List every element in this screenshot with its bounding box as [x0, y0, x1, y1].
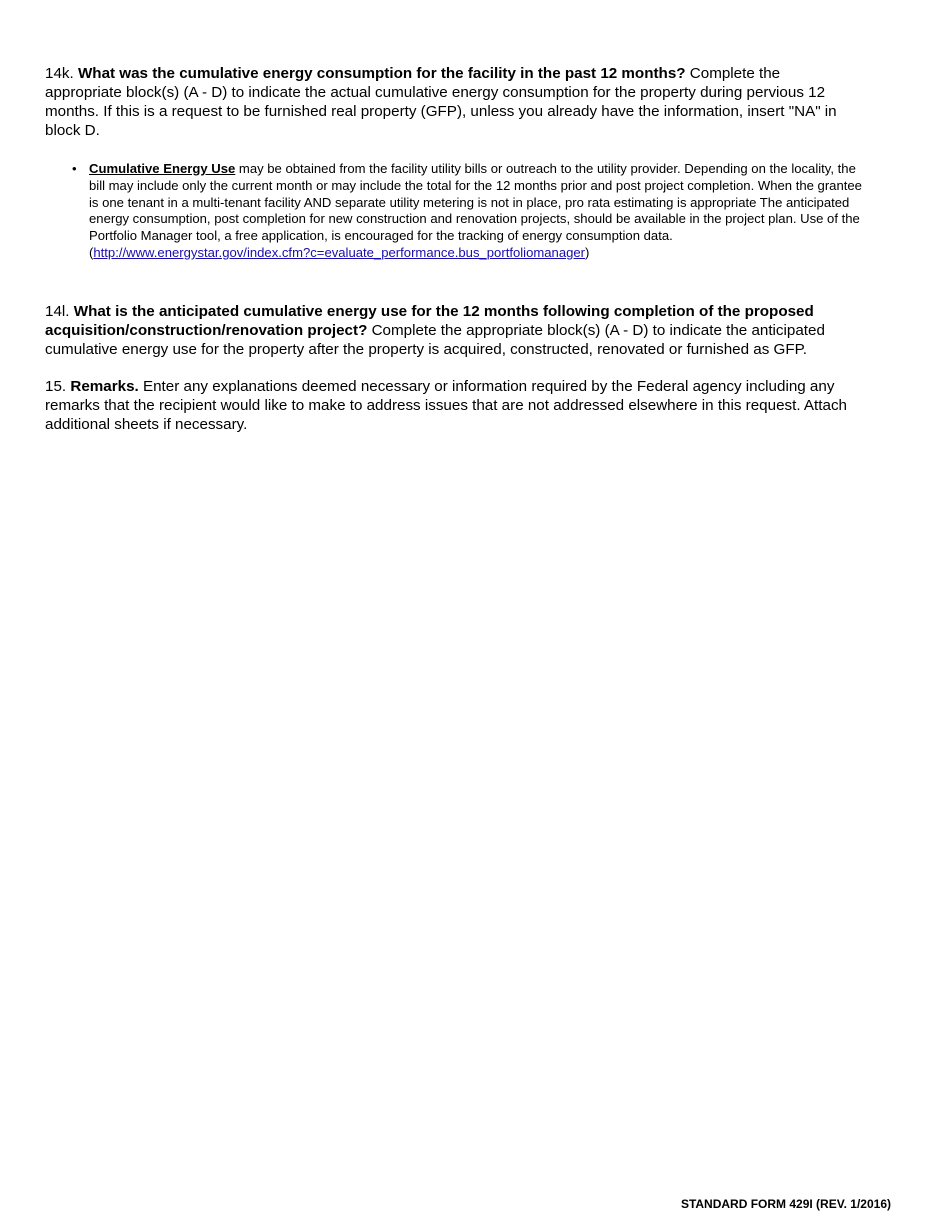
section-14k-number: 14k.: [45, 65, 74, 82]
link-open-paren: (: [89, 244, 94, 260]
bullet-description: may be obtained from the facility utility bills or outreach to the utility provider. Depending on the locality, the bill may include only the current month or may include the total for the 12 months prior and post project completion. When the grantee is one tenant in a multi-tenant facility AND separate utility metering is not in place, pro rata estimating is appropriate The anticipated energy consumption, post completion for new construction and renovation projects, should be available in the project plan. Use of the Portfolio Manager tool, a free application, is encouraged for the tracking of energy consumption data.: [89, 161, 862, 244]
section-14l-number: 14l.: [45, 303, 70, 320]
section-14k-body: Complete the appropriate block(s) (A - D) to indicate the actual cumulative energy consumption for the property during pervious 12 months. If this is a request to be furnished real property (GFP), unless you already have the information, insert "NA" in block D.: [45, 65, 837, 139]
portfolio-manager-link[interactable]: http://www.energystar.gov/index.cfm?c=evaluate_performance.bus_portfoliomanager: [93, 244, 586, 260]
section-14l-body: Complete the appropriate block(s) (A - D) to indicate the anticipated cumulative energy use for the property after the property is acquired, constructed, renovated or furnished as GFP.: [45, 322, 825, 358]
section-15-title: Remarks.: [70, 378, 139, 395]
bullet-text: [89, 161, 872, 262]
bullet-term: Cumulative Energy Use: [89, 161, 236, 176]
section-14k: [45, 64, 860, 140]
section-15: [45, 377, 860, 434]
form-footer-label: STANDARD FORM 429I (REV. 1/2016): [680, 1197, 891, 1211]
section-14l-question: What is the anticipated cumulative energy use for the 12 months following completion of the proposed acquisition/construction/renovation project?: [45, 303, 814, 339]
section-15-body: Enter any explanations deemed necessary or information required by the Federal agency including any remarks that the recipient would like to make to address issues that are not addressed elsewhere in this request. Attach additional sheets if necessary.: [45, 378, 847, 433]
section-14k-question: What was the cumulative energy consumption for the facility in the past 12 months?: [77, 65, 686, 82]
bullet-icon: •: [72, 161, 77, 176]
section-15-number: 15.: [45, 378, 67, 395]
link-close-paren: ): [585, 244, 590, 260]
cumulative-energy-bullet: [72, 161, 872, 262]
section-14l: [45, 302, 865, 359]
